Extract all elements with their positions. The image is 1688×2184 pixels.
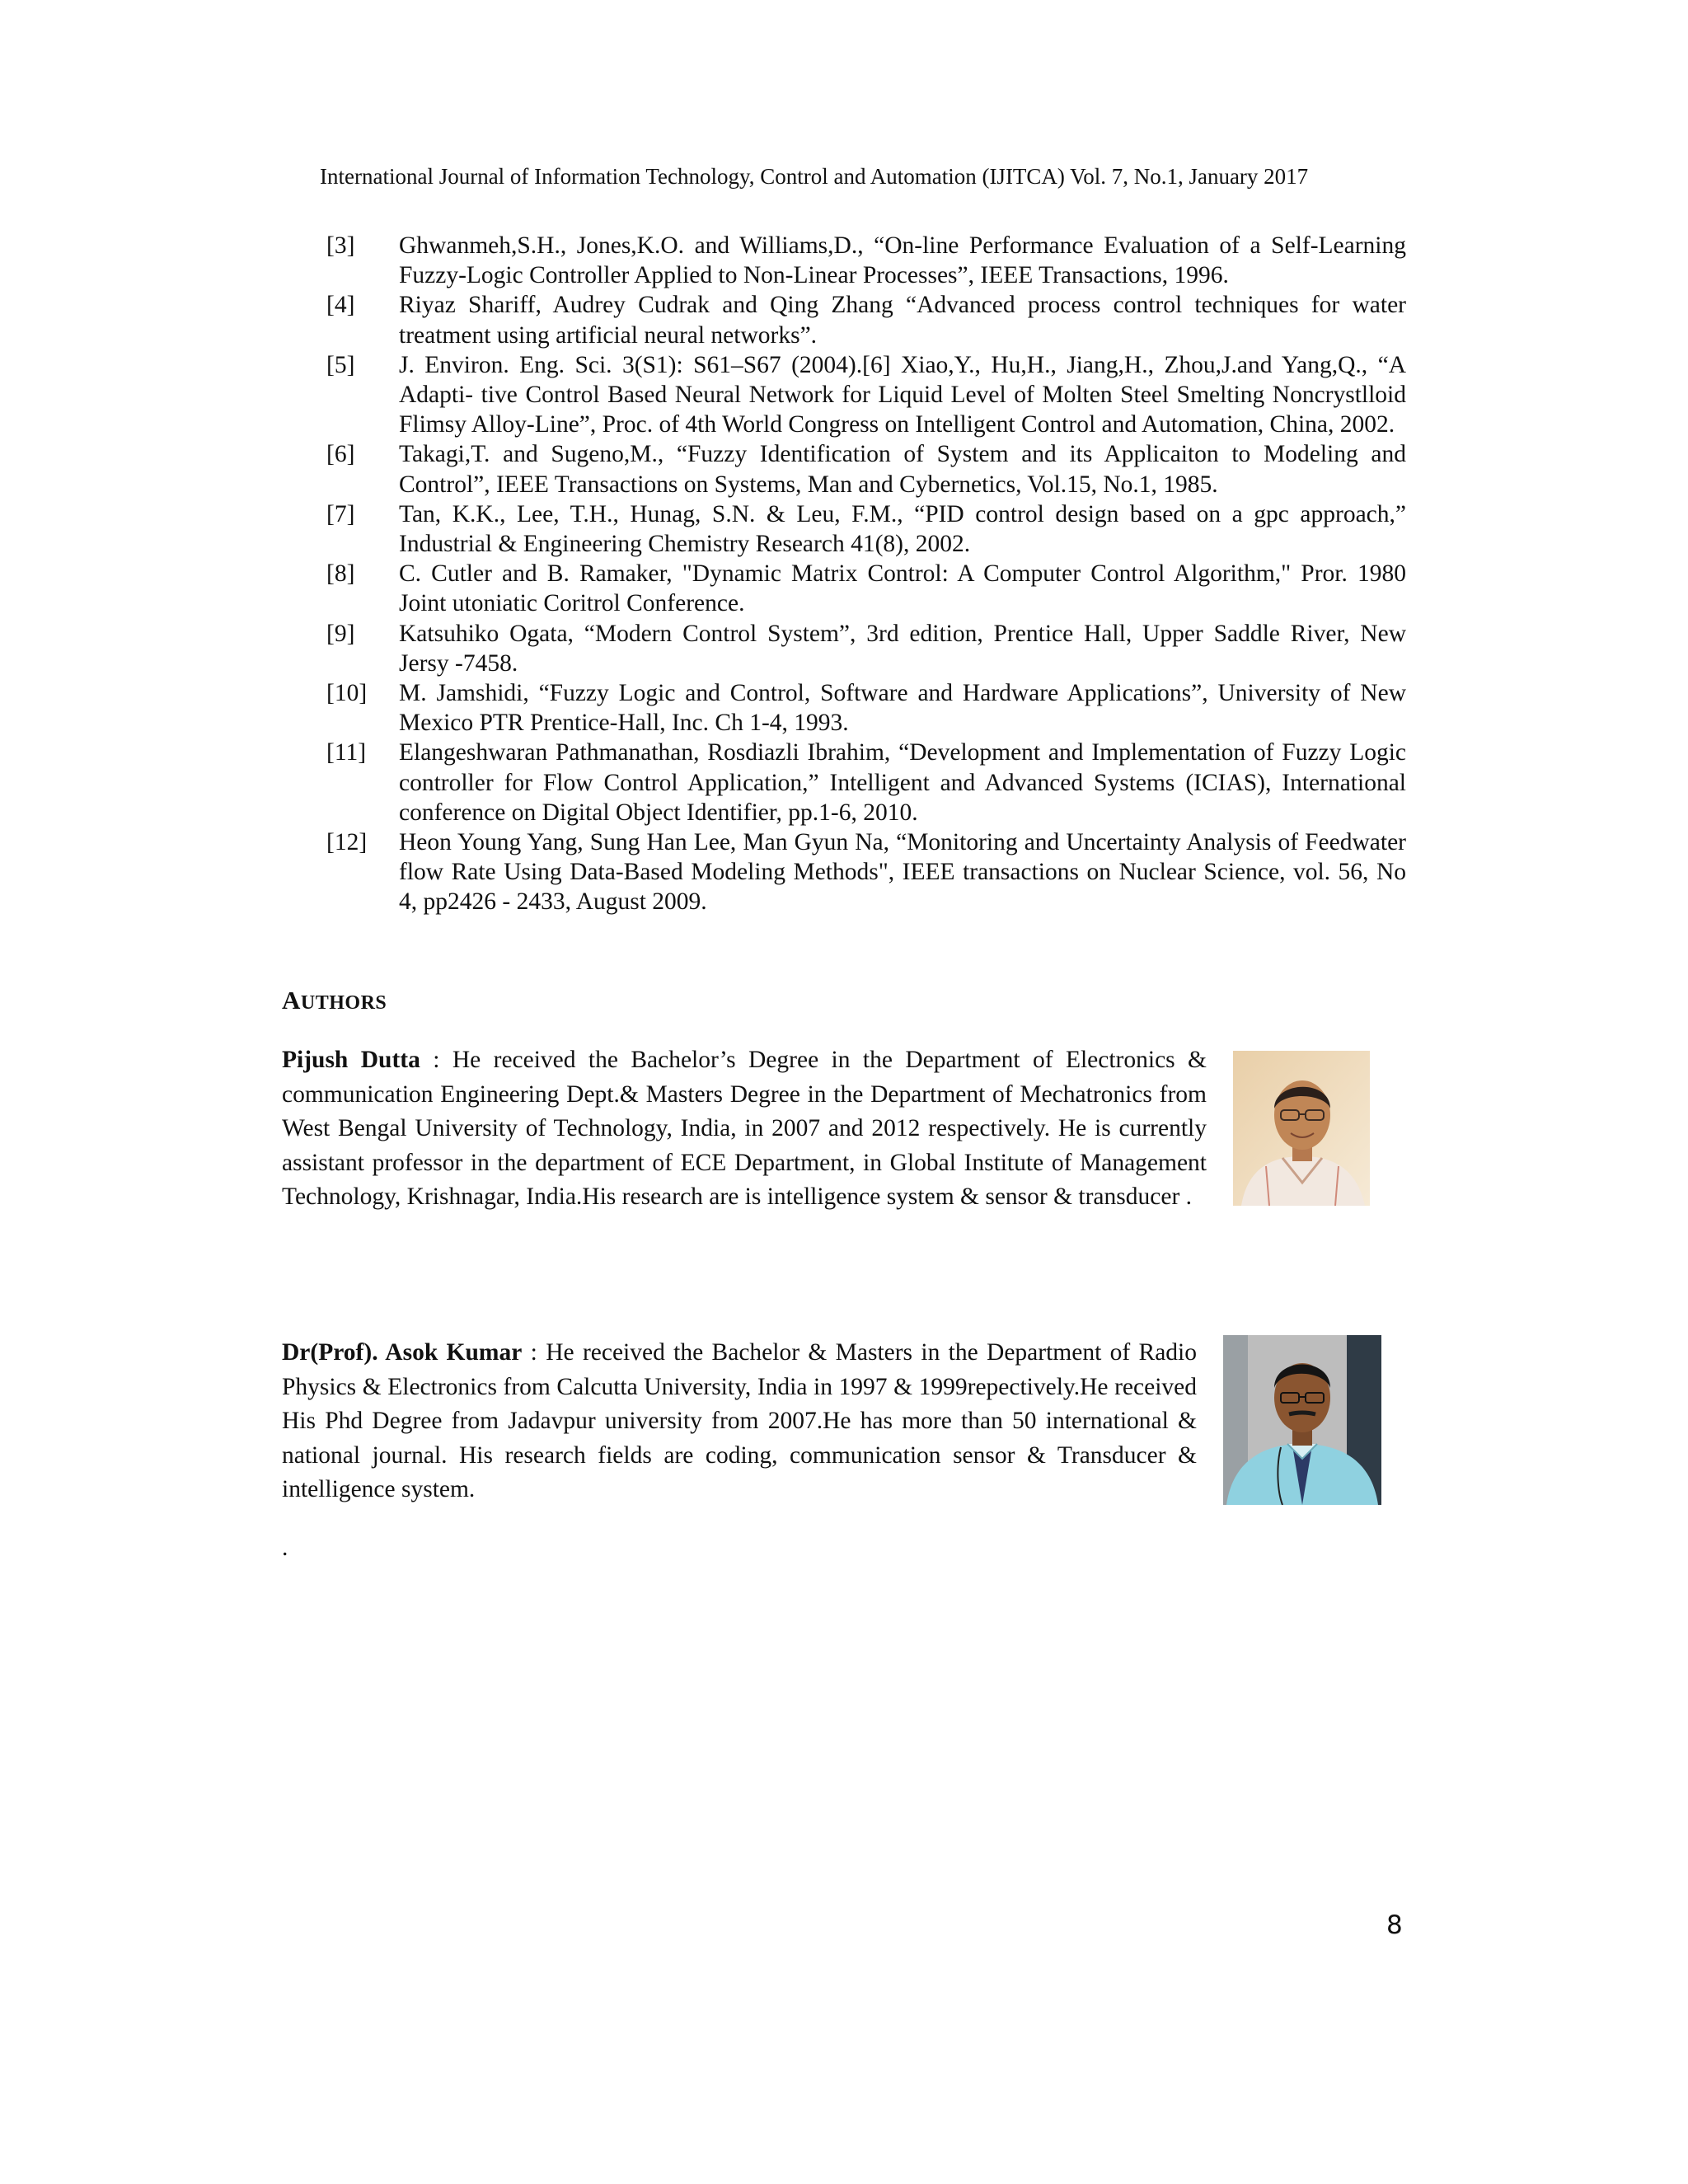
reference-number: [11]: [326, 739, 367, 766]
portrait-image: [1233, 1051, 1370, 1206]
portrait-image: [1223, 1335, 1381, 1505]
author-photo-2: [1223, 1335, 1381, 1505]
authors-heading: [282, 986, 387, 1015]
author-bio-1: [282, 1043, 1207, 1215]
reference-number: [10]: [326, 680, 368, 707]
reference-text: Tan, K.K., Lee, T.H., Hunag, S.N. & Leu, F.M., “PID control design based on a gpc approach,” Industrial & Engineering Chemistry Research 41(8), 2002.: [399, 500, 1406, 558]
reference-number: [8]: [326, 560, 355, 588]
reference-item: [326, 678, 1406, 738]
reference-item: [326, 499, 1406, 559]
reference-text: Heon Young Yang, Sung Han Lee, Man Gyun Na, “Monitoring and Uncertainty Analysis of Feedwater flow Rate Using Data-Based Modeling Methods", IEEE transactions on Nuclear Science, vol. 56, No 4, pp2426 - 2433, August 2009.: [399, 829, 1406, 916]
reference-text: Takagi,T. and Sugeno,M., “Fuzzy Identification of System and its Applicaiton to Modeling and Control”, IEEE Transactions on Systems, Man and Cybernetics, Vol.15, No.1, 1985.: [399, 441, 1406, 498]
author-name: Pijush Dutta: [282, 1047, 420, 1073]
reference-item: [326, 738, 1406, 827]
reference-number: [5]: [326, 351, 355, 378]
reference-item: [326, 827, 1406, 917]
reference-text: J. Environ. Eng. Sci. 3(S1): S61–S67 (2004).[6] Xiao,Y., Hu,H., Jiang,H., Zhou,J.and Yang,Q., “A Adapti- tive Control Based Neural Network for Liquid Level of Molten Steel Smelting Noncrystlloid Flimsy Alloy-Line”, Proc. of 4th World Congress on Intelligent Control and Automation, China, 2002.: [399, 351, 1406, 438]
authors-heading-initial: A: [282, 986, 301, 1015]
reference-number: [7]: [326, 500, 355, 527]
reference-item: [326, 439, 1406, 499]
reference-number: [6]: [326, 441, 355, 468]
reference-text: M. Jamshidi, “Fuzzy Logic and Control, Software and Hardware Applications”, University of New Mexico PTR Prentice-Hall, Inc. Ch 1-4, 1993.: [399, 680, 1406, 737]
author-bio-text: : He received the Bachelor’s Degree in the Department of Electronics & communication Engineering Dept.& Masters Degree in the Department of Mechatronics from West Bengal University of Technology, India, in 2007 and 2012 respectively. He is currently assistant professor in the department of ECE Department, in Global Institute of Management Technology, Krishnagar, India.His research are is intelligence system & sensor & transducer .: [282, 1047, 1207, 1210]
reference-text: Katsuhiko Ogata, “Modern Control System”, 3rd edition, Prentice Hall, Upper Saddle River, New Jersy -7458.: [399, 620, 1406, 677]
reference-item: [326, 559, 1406, 618]
page-number: 8: [1386, 1910, 1403, 1940]
journal-header: International Journal of Information Technology, Control and Automation (IJITCA) Vol. 7, No.1, January 2017: [320, 164, 1309, 189]
reference-number: [4]: [326, 292, 355, 319]
reference-item: [326, 231, 1406, 290]
trailing-mark: .: [282, 1535, 288, 1561]
author-bio-2: [282, 1336, 1197, 1507]
reference-item: [326, 619, 1406, 678]
author-photo-1: [1233, 1051, 1370, 1206]
reference-number: [9]: [326, 620, 355, 647]
author-bio-text: : He received the Bachelor & Masters in the Department of Radio Physics & Electronics from Calcutta University, India in 1997 & 1999repectively.He received His Phd Degree from Jadavpur university from 2007.He has more than 50 international & national journal. His research fields are coding, communication sensor & Transducer & intelligence system.: [282, 1339, 1197, 1502]
reference-text: Riyaz Shariff, Audrey Cudrak and Qing Zhang “Advanced process control techniques for water treatment using artificial neural networks”.: [399, 292, 1406, 349]
reference-text: Elangeshwaran Pathmanathan, Rosdiazli Ibrahim, “Development and Implementation of Fuzzy Logic controller for Flow Control Application,” Intelligent and Advanced Systems (ICIAS), International conference on Digital Object Identifier, pp.1-6, 2010.: [399, 739, 1406, 826]
reference-text: Ghwanmeh,S.H., Jones,K.O. and Williams,D., “On-line Performance Evaluation of a Self-Learning Fuzzy-Logic Controller Applied to Non-Linear Processes”, IEEE Transactions, 1996.: [399, 232, 1406, 289]
authors-heading-rest: UTHORS: [300, 992, 387, 1014]
reference-item: [326, 290, 1406, 349]
reference-number: [3]: [326, 232, 355, 259]
reference-text: C. Cutler and B. Ramaker, "Dynamic Matrix Control: A Computer Control Algorithm," Pror. 1980 Joint utoniatic Coritrol Conference.: [399, 560, 1406, 617]
reference-list: [326, 231, 1406, 917]
author-name: Dr(Prof). Asok Kumar: [282, 1339, 523, 1366]
reference-item: [326, 350, 1406, 440]
reference-number: [12]: [326, 829, 368, 856]
